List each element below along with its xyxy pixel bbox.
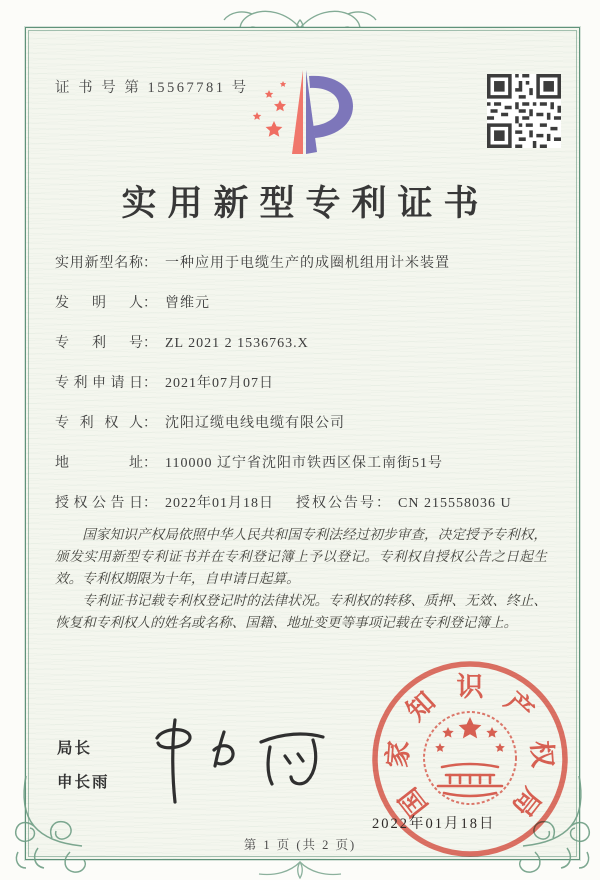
svg-text:家: 家	[382, 739, 415, 769]
field-value: 2021年07月07日	[165, 376, 274, 391]
certificate-fields	[55, 252, 547, 532]
field-value: 一种应用于电缆生产的成圈机组用计米装置	[165, 256, 450, 271]
bottom-left-flourish-icon	[4, 768, 99, 876]
legal-text	[55, 524, 547, 634]
legal-paragraph-1: 国家知识产权局依照中华人民共和国专利法经过初步审查，决定授予专利权，颁发实用新型专利证书并在专利登记簿上予以登记。专利权自授权公告之日起生效。专利权期限为十年，自申请日起算。	[55, 527, 547, 587]
certificate-title: 实用新型专利证书	[121, 184, 490, 223]
field-value: ZL 2021 2 1536763.X	[165, 336, 309, 351]
field-row-inventor: 发明人： 曾维元	[55, 292, 547, 312]
grant-date-pair: 授权公告日： 2022年01月18日	[55, 492, 274, 512]
field-row-address: 地址： 110000 辽宁省沈阳市铁西区保工南街51号	[55, 452, 547, 472]
qr-code-icon	[487, 74, 561, 148]
cnipa-logo-icon	[243, 64, 365, 164]
field-value: 沈阳辽缆电线电缆有限公司	[165, 416, 345, 431]
field-label: 专利权人	[55, 416, 143, 431]
field-row-patent-name: 实用新型名称： 一种应用于电缆生产的成圈机组用计米装置	[55, 252, 547, 272]
field-label: 发明人	[55, 296, 143, 311]
svg-text:识: 识	[456, 672, 484, 702]
field-row-grant	[55, 492, 547, 512]
svg-text:产: 产	[498, 686, 540, 727]
field-label: 地址	[55, 456, 143, 471]
field-label: 专利号	[55, 336, 143, 351]
certificate-number: 证 书 号 第 15567781 号	[55, 80, 249, 96]
field-row-filing-date: 专利申请日： 2021年07月07日	[55, 372, 547, 392]
director-title: 局长	[57, 740, 93, 757]
director-name: 申长雨	[57, 774, 110, 791]
svg-text:国: 国	[393, 782, 434, 822]
svg-text:权: 权	[525, 739, 558, 769]
field-row-patentee: 专利权人： 沈阳辽缆电线电缆有限公司	[55, 412, 547, 432]
seal-date: 2022年01月18日	[372, 816, 496, 832]
field-label: 专利申请日	[55, 376, 143, 391]
field-value: 2022年01月18日	[165, 496, 274, 511]
field-label: 授权公告号	[296, 496, 376, 511]
page-number: 第 1 页 (共 2 页)	[243, 838, 357, 852]
field-label: 实用新型名称	[55, 256, 143, 271]
director-signature-icon	[145, 712, 330, 812]
svg-text:局: 局	[506, 782, 547, 822]
field-label: 授权公告日	[55, 496, 143, 511]
field-value: 曾维元	[165, 296, 210, 311]
svg-text:知: 知	[400, 686, 442, 727]
grant-number-pair: 授权公告号： CN 215558036 U	[296, 496, 512, 511]
field-row-patent-number: 专利号： ZL 2021 2 1536763.X	[55, 332, 547, 352]
legal-paragraph-2: 专利证书记载专利权登记时的法律状况。专利权的转移、质押、无效、终止、恢复和专利权人的姓名或名称、国籍、地址变更等事项记载在专利登记簿上。	[55, 593, 547, 631]
bottom-flourish-ornament-icon	[245, 858, 355, 880]
field-value: 110000 辽宁省沈阳市铁西区保工南街51号	[165, 456, 443, 471]
field-value: CN 215558036 U	[398, 496, 512, 511]
